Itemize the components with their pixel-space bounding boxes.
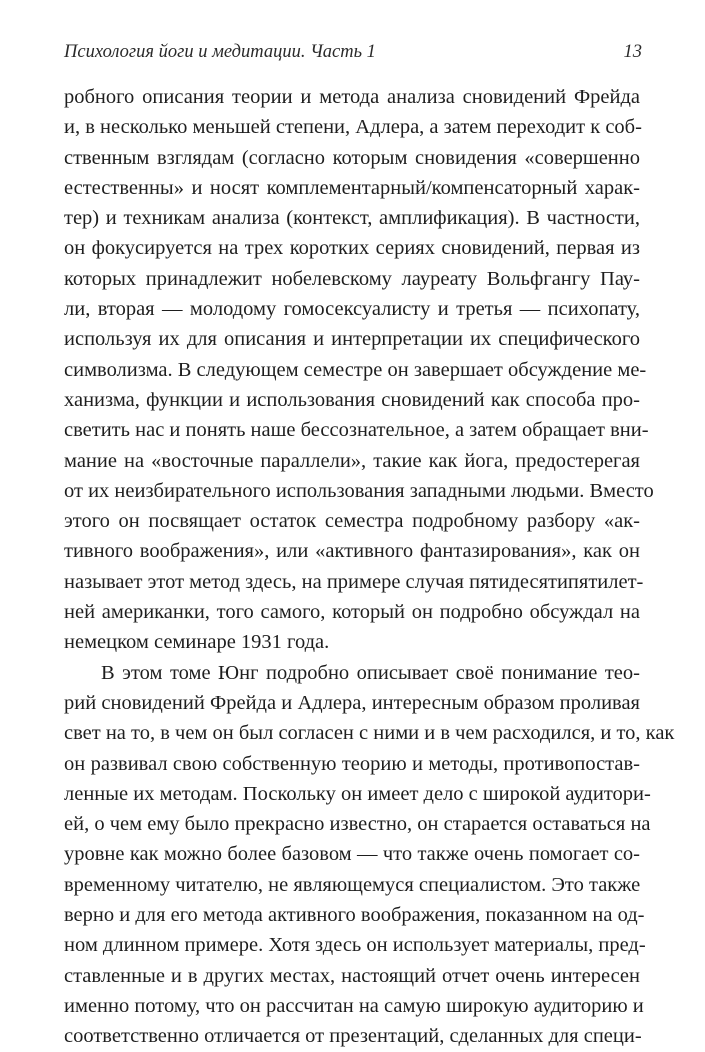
text-line: временному читателю, не являющемуся специалистом. Это также bbox=[64, 873, 641, 896]
text-line: мание на «восточные параллели», такие как йога, предостерегая bbox=[64, 449, 640, 472]
text-line: он развивал свою собственную теорию и методы, противопостав- bbox=[64, 752, 640, 775]
text-line: ставленные и в других местах, настоящий отчет очень интересен bbox=[64, 964, 640, 987]
text-line: именно потому, что он рассчитан на самую широкую аудиторию и bbox=[64, 994, 644, 1017]
text-line: называет этот метод здесь, на примере случая пятидесятипятилет- bbox=[64, 570, 644, 593]
text-line: тивного воображения», или «активного фантазирования», как он bbox=[64, 540, 640, 563]
text-line: ленные их методам. Поскольку он имеет дело с широкой аудитори- bbox=[64, 782, 651, 805]
page-number: 13 bbox=[623, 42, 642, 62]
text-line: и, в несколько меньшей степени, Адлера, а затем переходит к соб- bbox=[64, 116, 642, 139]
paragraph-2 bbox=[64, 658, 675, 1052]
text-line: естественны» и носят комплементарный/компенсаторный харак- bbox=[64, 176, 640, 199]
text-line: светить нас и понять наше бессознательное, а затем обращает вни- bbox=[64, 419, 649, 442]
text-line: ном длинном примере. Хотя здесь он использует материалы, пред- bbox=[64, 934, 646, 957]
text-line: рий сновидений Фрейда и Адлера, интересным образом проливая bbox=[64, 691, 640, 714]
text-line: тер) и техникам анализа (контекст, амплификация). В частности, bbox=[64, 207, 640, 230]
text-line: уровне как можно более базовом — что также очень помогает со- bbox=[64, 843, 640, 866]
text-line: которых принадлежит нобелевскому лауреату Вольфгангу Пау- bbox=[64, 267, 640, 290]
text-line: от их неизбирательного использования западными людьми. Вместо bbox=[64, 479, 654, 502]
running-header bbox=[64, 42, 642, 68]
text-line: немецком семинаре 1931 года. bbox=[64, 631, 330, 654]
running-title: Психология йоги и медитации. Часть 1 bbox=[64, 42, 376, 62]
text-line: символизма. В следующем семестре он завершает обсуждение ме- bbox=[64, 358, 647, 381]
text-line: В этом томе Юнг подробно описывает своё понимание тео- bbox=[101, 661, 640, 684]
text-line: ханизма, функции и использования сновидений как способа про- bbox=[64, 388, 640, 411]
text-line: соответственно отличается от презентаций, сделанных для специ- bbox=[64, 1025, 642, 1048]
paragraph-1 bbox=[64, 82, 654, 658]
text-line: ней американки, того самого, который он подробно обсуждал на bbox=[64, 601, 640, 624]
text-line: верно и для его метода активного воображения, показанном на од- bbox=[64, 904, 645, 927]
text-line: робного описания теории и метода анализа сновидений Фрейда bbox=[64, 86, 640, 108]
text-line: этого он посвящает остаток семестра подробному разбору «ак- bbox=[64, 510, 640, 533]
text-line: свет на то, в чем он был согласен с ними и в чем расходился, и то, как bbox=[64, 722, 675, 745]
text-line: используя их для описания и интерпретации их специфического bbox=[64, 328, 640, 351]
text-line: ственным взглядам (согласно которым сновидения «совершенно bbox=[64, 146, 640, 169]
body-text bbox=[64, 82, 675, 1052]
text-line: он фокусируется на трех коротких сериях сновидений, первая из bbox=[64, 237, 640, 260]
text-line: ли, вторая — молодому гомосексуалисту и третья — психопату, bbox=[64, 298, 640, 321]
text-line: ей, о чем ему было прекрасно известно, он старается оставаться на bbox=[64, 813, 651, 836]
